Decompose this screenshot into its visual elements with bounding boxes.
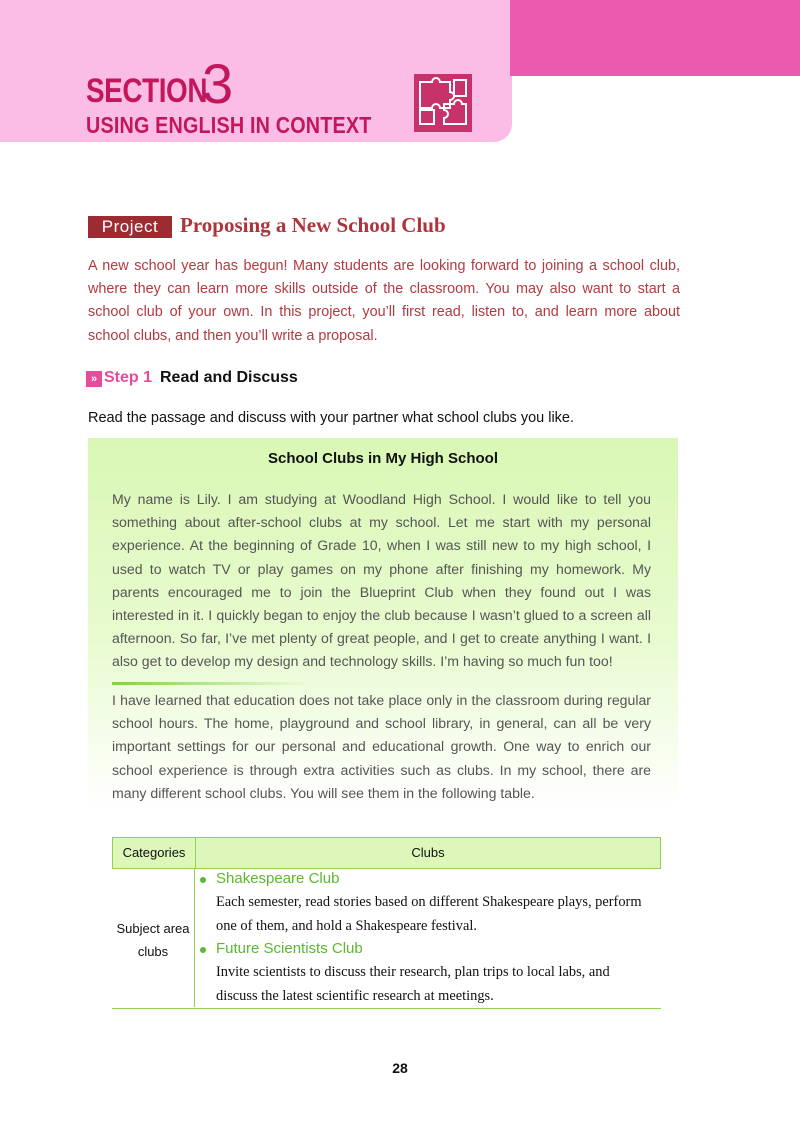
project-tag: Project xyxy=(88,216,172,238)
bullet-icon xyxy=(200,947,206,953)
puzzle-icon xyxy=(414,74,472,132)
club-description: Invite scientists to discuss their research, plan trips to local labs, and discuss the latest scientific research at meetings. xyxy=(216,964,610,1004)
club-name: Future Scientists Club xyxy=(216,940,363,957)
category-cell: Subject area clubs xyxy=(116,921,190,959)
bullet-icon xyxy=(200,877,206,883)
reading-passage xyxy=(88,438,678,808)
section-word: SECTION xyxy=(86,72,208,110)
table-header-row xyxy=(112,837,661,869)
passage-title: School Clubs in My High School xyxy=(267,450,498,467)
header-categories: Categories xyxy=(113,838,196,868)
passage-paragraph-1: My name is Lily. I am studying at Woodland High School. I would like to tell you something about after-school clubs at my school. Let me start with my personal experience. At the beginning of Grade 10, when I was still new to my high school, I used to watch TV or play games on my phone after finishing my homework. My parents encouraged me to join the Blueprint Club when they found out I was interested in it. I quickly began to enjoy the club because I wasn’t glued to a screen all afternoon. So far, I’ve met plenty of great people, and I get to create anything I want. I also get to develop my design and technology skills. I’m having so much fun too! xyxy=(112,491,651,670)
step-arrow-icon: » xyxy=(86,371,102,387)
paragraph-divider xyxy=(112,682,312,685)
project-title: Proposing a New School Club xyxy=(180,213,446,237)
section-subtitle: USING ENGLISH IN CONTEXT xyxy=(86,112,372,138)
step-instruction: Read the passage and discuss with your partner what school clubs you like. xyxy=(88,410,575,426)
project-intro: A new school year has begun! Many students are looking forward to joining a school club, where they can learn more skills outside of the classroom. You may also want to start a school club of your own. In this project, you’ll first read, listen to, and learn more about school clubs, and then you’ll write a proposal. xyxy=(88,258,680,344)
club-description: Each semester, read stories based on different Shakespeare plays, perform one of them, and hold a Shakespeare festival. xyxy=(216,894,642,934)
club-name: Shakespeare Club xyxy=(216,870,340,887)
passage-paragraph-2: I have learned that education does not take place only in the classroom during regular school hours. The home, playground and school library, in general, can all be very important settings for our personal and educational growth. One way to enrich our school experience is through extra activities such as clubs. In my school, there are many different school clubs. You will see them in the following table. xyxy=(112,692,651,801)
section-number: 3 xyxy=(202,52,234,115)
table-column-divider xyxy=(194,869,195,1007)
header-clubs: Clubs xyxy=(411,845,445,860)
table-bottom-border xyxy=(112,1008,661,1009)
step-title: Read and Discuss xyxy=(160,369,298,386)
step-label: Step 1 xyxy=(104,369,153,386)
page-number: 28 xyxy=(392,1060,408,1076)
header-accent-band xyxy=(510,0,800,76)
